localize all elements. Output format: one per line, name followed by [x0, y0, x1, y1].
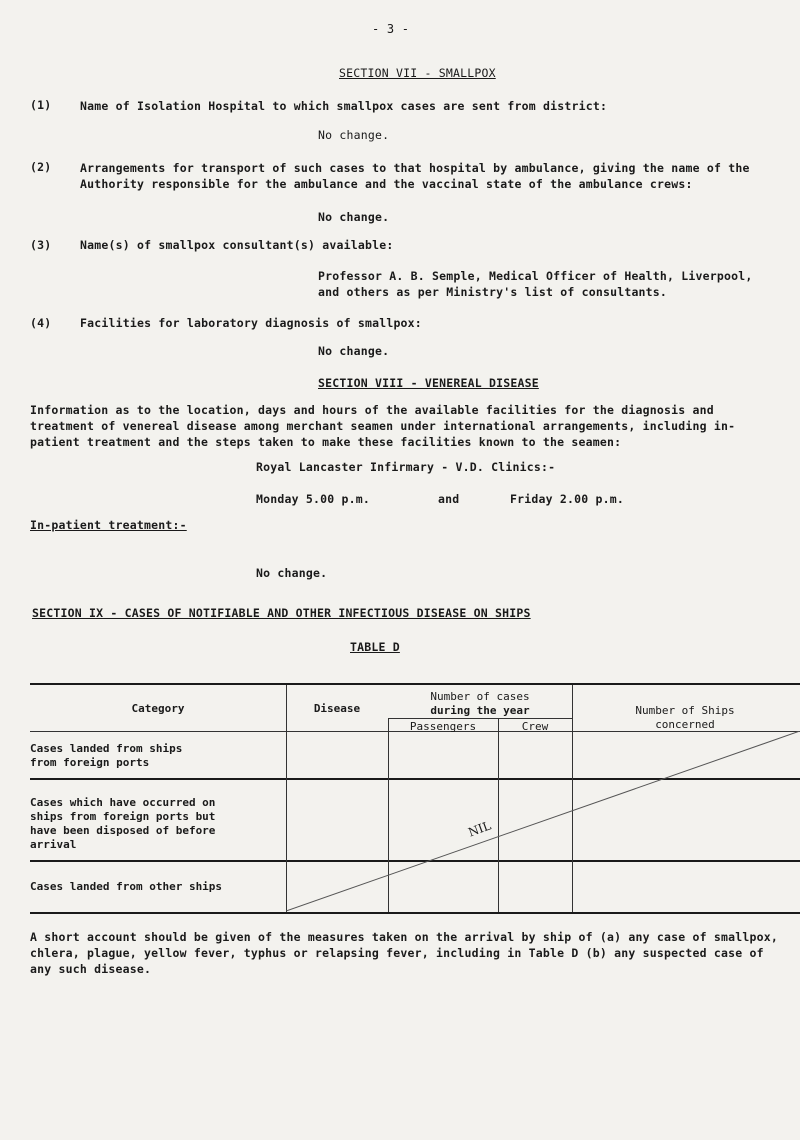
item-1-answer: No change.	[318, 128, 390, 142]
section-8-title: SECTION VIII - VENEREAL DISEASE	[318, 376, 539, 390]
item-4-answer: No change.	[318, 344, 390, 358]
clinic-name: Royal Lancaster Infirmary - V.D. Clinics:-	[256, 460, 556, 474]
item-1-number: (1)	[30, 98, 52, 112]
item-2-question: Arrangements for transport of such cases to that hospital by ambulance, giving the name of the Authority responsible for the ambulance and the vaccinal state of the ambulance crews:	[80, 161, 750, 191]
row-2-category: Cases which have occurred on ships from foreign ports but have been disposed of before arrival	[30, 796, 216, 851]
table-top-rule	[30, 683, 800, 685]
header-crew: Crew	[521, 720, 549, 733]
clinic-day-friday: Friday 2.00 p.m.	[510, 492, 624, 506]
page-number: - 3 -	[372, 22, 410, 36]
header-ships-concerned: Number of Ships concerned	[635, 704, 735, 731]
clinic-and: and	[438, 492, 460, 506]
inpatient-answer: No change.	[256, 566, 328, 580]
item-2-answer: No change.	[318, 210, 390, 224]
item-4-question: Facilities for laboratory diagnosis of smallpox:	[80, 316, 422, 330]
header-disease: Disease	[313, 702, 361, 715]
during-year-underline	[388, 718, 572, 719]
section-9-title: SECTION IX - CASES OF NOTIFIABLE AND OTHER INFECTIOUS DISEASE ON SHIPS	[32, 606, 531, 620]
item-3-answer: Professor A. B. Semple, Medical Officer of Health, Liverpool, and others as per Ministry's list of consultants.	[318, 269, 753, 299]
header-number-of-cases: Number of cases	[430, 690, 530, 703]
table-title: TABLE D	[350, 640, 400, 654]
table-bottom-rule	[30, 912, 800, 914]
item-3-number: (3)	[30, 238, 52, 252]
section-7-title: SECTION VII - SMALLPOX	[339, 66, 496, 80]
item-4-number: (4)	[30, 316, 52, 330]
row-1-category: Cases landed from ships from foreign ports	[30, 742, 183, 769]
item-2-number: (2)	[30, 160, 52, 174]
nil-mark: NIL	[466, 818, 493, 840]
nil-strike-line	[286, 731, 800, 912]
table-footnote: A short account should be given of the measures taken on the arrival by ship of (a) any case of smallpox, chlera, plague, yellow fever, typhus or relapsing fever, including in Table D (b) any suspected case of any such disease.	[30, 930, 778, 976]
header-during-year: during the year	[430, 704, 530, 717]
clinic-day-monday: Monday 5.00 p.m.	[256, 492, 370, 506]
header-passengers: Passengers	[409, 720, 477, 733]
section-8-intro: Information as to the location, days and hours of the available facilities for the diagnosis and treatment of venereal disease among merchant seamen under international arrangements, including in-patient treatment and the steps taken to make these facilities known to the seamen:	[30, 403, 736, 449]
header-category: Category	[131, 702, 185, 715]
row-3-category: Cases landed from other ships	[30, 880, 223, 893]
item-1-question: Name of Isolation Hospital to which smallpox cases are sent from district:	[80, 99, 608, 113]
item-3-question: Name(s) of smallpox consultant(s) available:	[80, 238, 394, 252]
inpatient-label: In-patient treatment:-	[30, 518, 187, 532]
